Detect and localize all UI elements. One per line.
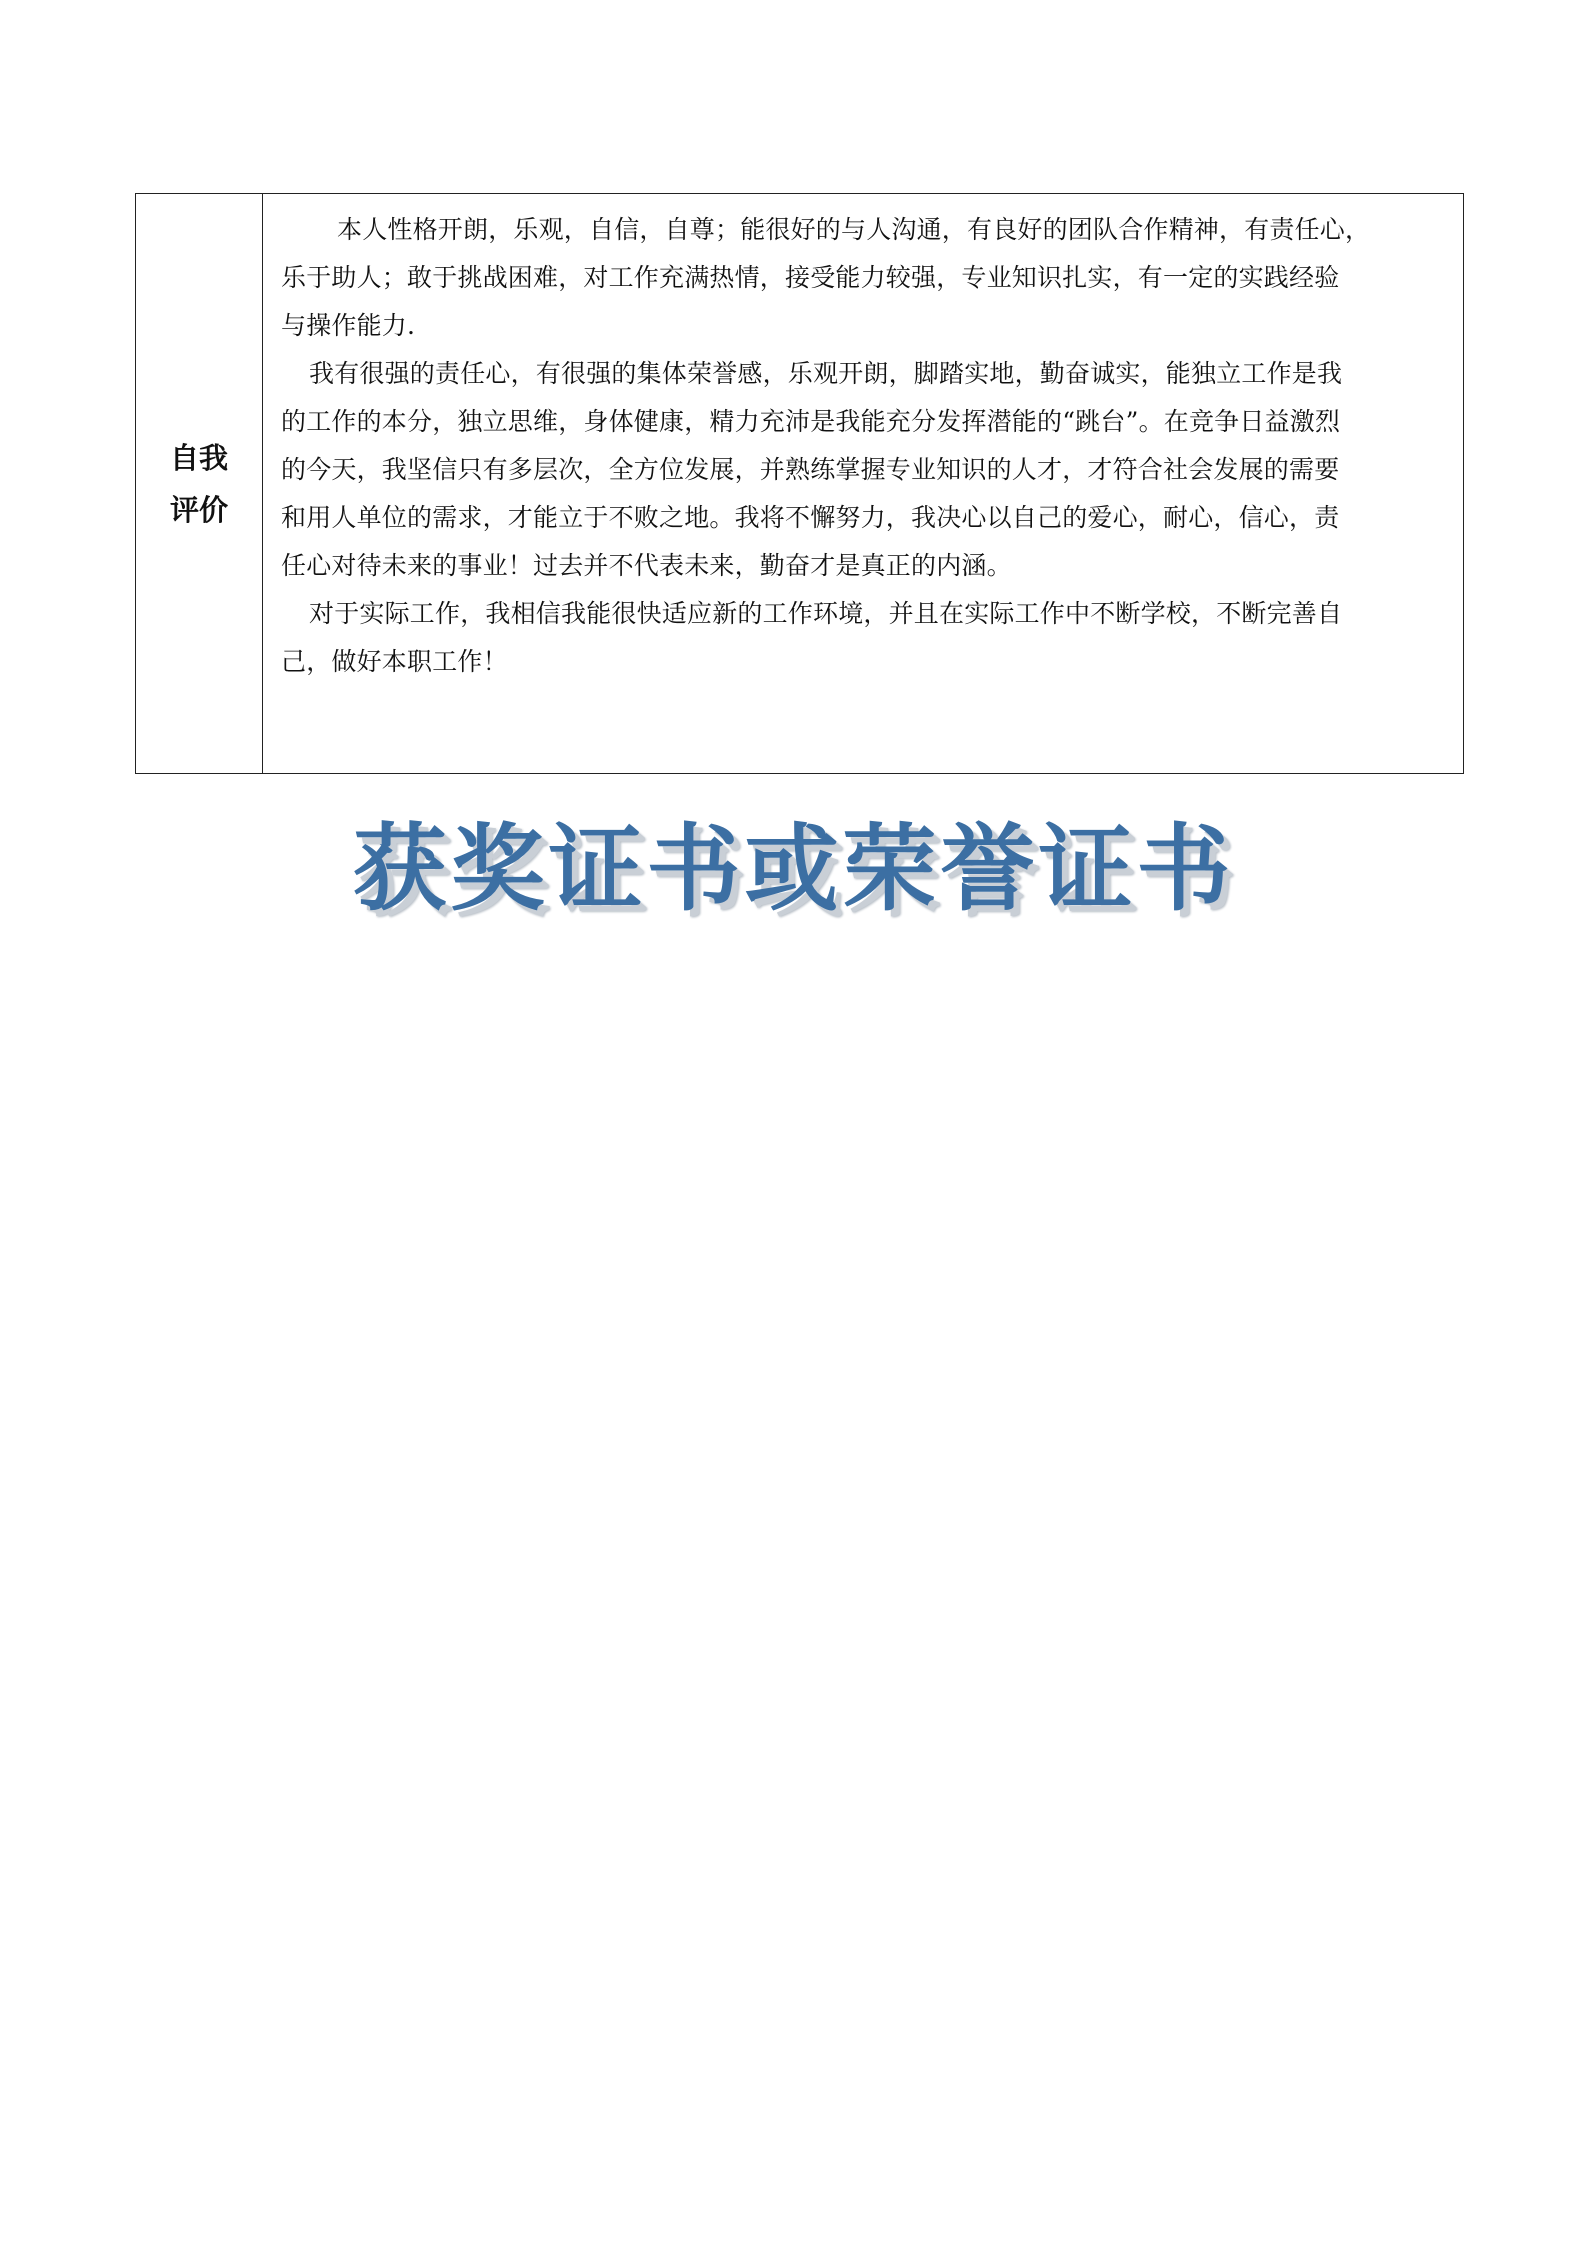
paragraph-2-line-1: 我有很强的责任心，有很强的集体荣誉感，乐观开朗，脚踏实地，勤奋诚实，能独立工作是我 xyxy=(309,359,1343,388)
paragraph-1-line-2: 乐于助人；敢于挑战困难，对工作充满热情，接受能力较强，专业知识扎实，有一定的实践经验 xyxy=(281,263,1340,292)
self-evaluation-label-cell xyxy=(136,194,263,774)
paragraph-3-line-2: 己，做好本职工作！ xyxy=(281,647,508,676)
self-evaluation-text xyxy=(263,194,1464,686)
paragraph-2-line-2: 的工作的本分，独立思维，身体健康，精力充沛是我能充分发挥潜能的“跳台”。在竞争日益激烈 xyxy=(281,407,1341,436)
paragraph-3-line-1: 对于实际工作，我相信我能很快适应新的工作环境，并且在实际工作中不断学校，不断完善自 xyxy=(309,599,1343,628)
self-evaluation-table xyxy=(135,193,1464,774)
self-evaluation-row xyxy=(136,194,1464,774)
paragraph-2-line-3: 的今天，我坚信只有多层次，全方位发展，并熟练掌握专业知识的人才，才符合社会发展的需要 xyxy=(281,455,1340,484)
paragraph-2-line-4: 和用人单位的需求，才能立于不败之地。我将不懈努力，我决心以自己的爱心，耐心，信心，责 xyxy=(281,503,1340,532)
paragraph-1-line-1: 本人性格开朗，乐观，自信，自尊；能很好的与人沟通，有良好的团队合作精神，有责任心， xyxy=(337,215,1371,244)
awards-section-heading: 获奖证书或荣誉证书 xyxy=(352,815,1235,924)
paragraph-1 xyxy=(281,206,1464,350)
paragraph-3 xyxy=(281,590,1464,686)
label-line-1: 自我 xyxy=(169,440,228,475)
paragraph-2-line-5: 任心对待未来的事业！过去并不代表未来，勤奋才是真正的内涵。 xyxy=(281,551,1012,580)
paragraph-2 xyxy=(281,350,1464,590)
self-evaluation-content-cell xyxy=(263,194,1464,774)
paragraph-1-line-3: 与操作能力. xyxy=(281,311,416,340)
label-line-2: 评价 xyxy=(169,492,228,527)
self-evaluation-label xyxy=(136,432,262,536)
